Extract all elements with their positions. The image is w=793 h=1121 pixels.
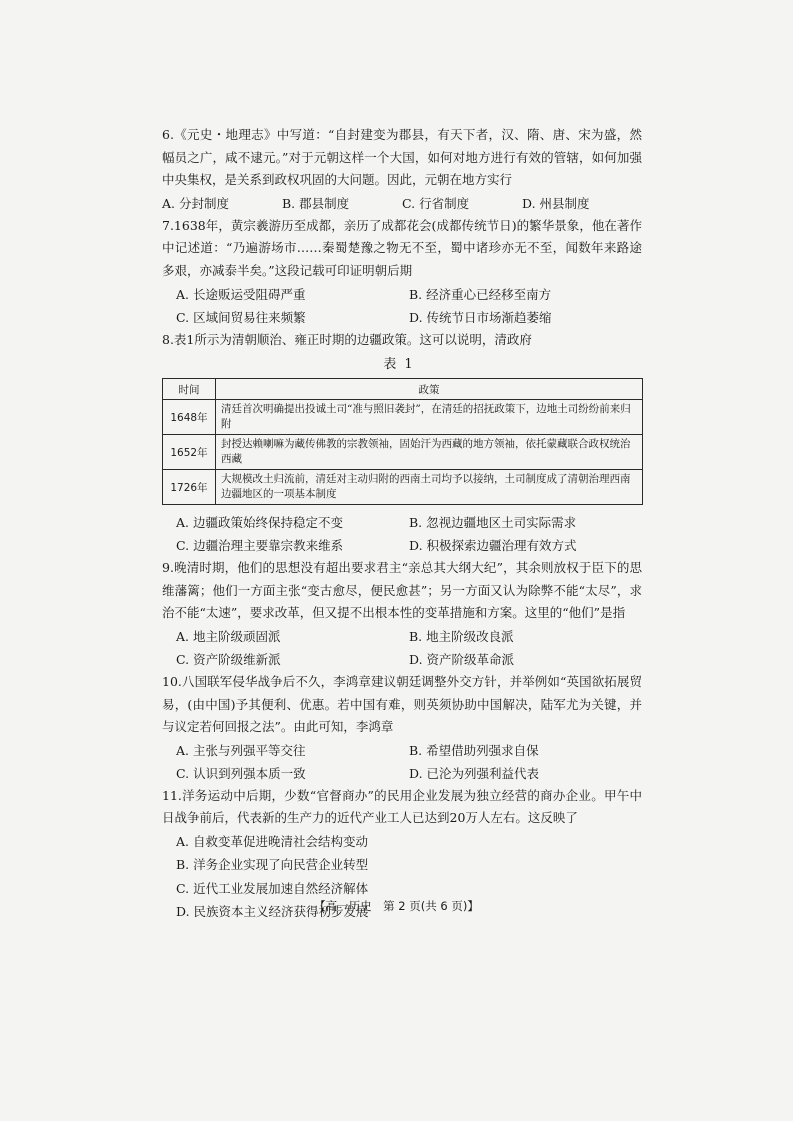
table-cell-year: 1726年 [163,470,216,505]
table-header-time: 时间 [163,379,216,400]
question-7-options-row1 [162,283,642,306]
table-header-row [163,379,643,400]
question-10-stem: 10.八国联军侵华战争后不久，李鸿章建议朝廷调整外交方针，并举例如“英国欲拓展贸易，(由中国)予其便利、优惠。若中国有难，则英须协助中国解决，陆军尤为关键，并与议定若何回报之法”。由此可知，李鸿章 [162,673,642,735]
question-10-options-row1 [162,739,642,762]
page-footer: 【高一历史 第 2 页(共 6 页)】 [314,899,479,913]
q8-option-b[interactable]: B. 忽视边疆地区土司实际需求 [409,515,577,531]
q6-option-b[interactable]: B. 郡县制度 [282,195,350,211]
table-row [163,470,643,505]
q6-option-d[interactable]: D. 州县制度 [522,195,590,211]
table-row [163,435,643,470]
table-row [163,400,643,435]
question-6-options [162,192,642,215]
q9-option-c[interactable]: C. 资产阶级维新派 [176,651,281,667]
question-9-options-row2 [162,648,642,671]
table-cell-year: 1652年 [163,435,216,470]
table-cell-policy: 大规模改土归流前，清廷对主动归附的西南土司均予以接纳，土司制度成了清朝治理西南边疆地区的一项基本制度 [216,470,643,505]
q7-option-d[interactable]: D. 传统节日市场渐趋萎缩 [409,309,552,325]
q7-option-b[interactable]: B. 经济重心已经移至南方 [409,286,552,302]
q7-option-c[interactable]: C. 区域间贸易往来频繁 [176,309,306,325]
policy-table [162,378,643,505]
question-8-stem: 8.表1所示为清朝顺治、雍正时期的边疆政策。这可以说明，清政府 [162,331,532,347]
question-10-options-row2 [162,762,642,785]
q11-option-a[interactable]: A. 自救变革促进晚清社会结构变动 [176,833,368,849]
question-8-options-row1 [162,511,642,534]
table-cell-policy: 清廷首次明确提出投诚土司“准与照旧袭封”，在清廷的招抚政策下，边地土司纷纷前来归附 [216,400,643,435]
q6-option-c[interactable]: C. 行省制度 [402,195,470,211]
question-8-options-row2 [162,534,642,557]
q7-option-a[interactable]: A. 长途贩运受阻碍严重 [176,286,306,302]
q9-option-a[interactable]: A. 地主阶级顽固派 [176,628,281,644]
q8-option-a[interactable]: A. 边疆政策始终保持稳定不变 [176,515,343,531]
question-7-options-row2 [162,306,642,329]
q10-option-d[interactable]: D. 已沦为列强利益代表 [409,765,540,781]
question-9-options-row1 [162,625,642,648]
table-cell-policy: 封授达赖喇嘛为藏传佛教的宗教领袖，固始汗为西藏的地方领袖，依托蒙藏联合政权统治西藏 [216,435,643,470]
q8-option-c[interactable]: C. 边疆治理主要靠宗教来维系 [176,538,344,554]
q9-option-b[interactable]: B. 地主阶级改良派 [409,628,514,644]
q11-option-b[interactable]: B. 洋务企业实现了向民营企业转型 [176,857,369,873]
q11-option-d[interactable]: D. 民族资本主义经济获得初步发展 [176,904,369,920]
q10-option-b[interactable]: B. 希望借助列强求自保 [409,742,539,758]
table-1-title: 表1 [383,357,421,373]
table-header-policy: 政策 [216,379,643,400]
q6-option-a[interactable]: A. 分封制度 [162,195,229,211]
table-cell-year: 1648年 [163,400,216,435]
q8-option-d[interactable]: D. 积极探索边疆治理有效方式 [409,538,577,554]
question-6-stem: 6.《元史・地理志》中写道：“自封建变为郡县，有天下者，汉、隋、唐、宋为盛，然幅员之广，咸不逮元。”对于元朝这样一个大国，如何对地方进行有效的管辖，如何加强中央集权，是关系到政权巩固的大问题。因此，元朝在地方实行 [162,127,642,188]
q10-option-c[interactable]: C. 认识到列强本质一致 [176,765,306,781]
question-list [162,124,642,924]
q9-option-d[interactable]: D. 资产阶级革命派 [409,651,515,667]
question-7-stem: 7.1638年，黄宗羲游历至成都，亲历了成都花会(成都传统节日)的繁华景象，他在著作中记述道：“乃遍游场市……秦蜀楚豫之物无不至，蜀中诸珍亦无不至，闻数年来路途多艰，亦减泰半矣。”这段记载可印证明朝后期 [162,217,642,278]
question-11-stem: 11.洋务运动中后期，少数“官督商办”的民用企业发展为独立经营的商办企业。甲午中日战争前后，代表新的生产力的近代产业工人已达到20万人左右。这反映了 [162,787,642,826]
q11-option-c[interactable]: C. 近代工业发展加速自然经济解体 [176,880,369,896]
question-9-stem: 9.晚清时期，他们的思想没有超出要求君主“亲总其大纲大纪”，其余则放权于臣下的思维藩篱；他们一方面主张“变古愈尽，便民愈甚”；另一方面又认为除弊不能“太尽”，求治不能“太速”，要求改革，但又提不出根本性的变革措施和方案。这里的“他们”是指 [162,560,642,621]
q10-option-a[interactable]: A. 主张与列强平等交往 [176,742,306,758]
